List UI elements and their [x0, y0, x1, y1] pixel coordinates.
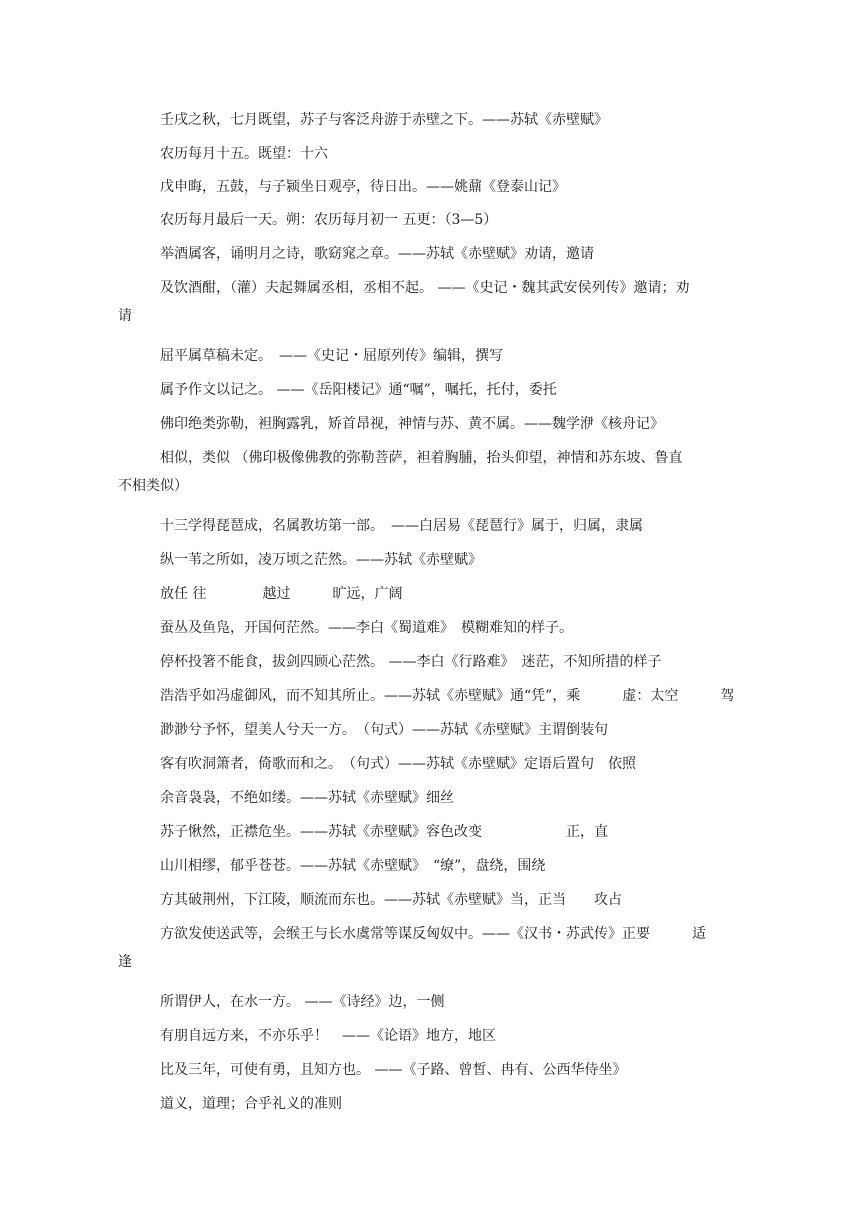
- text-segment: 依照: [608, 756, 636, 772]
- text-line: 十三学得琵琶成，名属教坊第一部。 ——白居易《琵琶行》属于，归属，隶属: [160, 518, 643, 534]
- text-segment: 旷远，广阔: [332, 586, 403, 602]
- text-line: 及饮酒酣，（灌）夫起舞属丞相，丞相不起。 ——《史记・魏其武安侯列传》邀请；劝: [160, 280, 690, 296]
- text-line: 余音袅袅，不绝如缕。——苏轼《赤壁赋》细丝: [160, 790, 454, 806]
- text-segment: 虚：太空: [622, 688, 679, 704]
- text-line: 纵一苇之所如，凌万顷之茫然。——苏轼《赤壁赋》: [160, 552, 482, 568]
- text-line-continuation: 不相类似）: [118, 478, 188, 494]
- text-line: 相似，类似 （佛印极像佛教的弥勒菩萨，袒着胸脯，抬头仰望，神情和苏东坡、鲁直: [160, 450, 683, 466]
- text-line: 有朋自远方来，不亦乐乎！ ——《论语》地方，地区: [160, 1028, 496, 1044]
- text-segment: 正，直: [566, 824, 608, 840]
- text-line: 比及三年，可使有勇，且知方也。 ——《子路、曾皙、冉有、公西华侍坐》: [160, 1062, 627, 1078]
- text-line: 屈平属草稿未定。 ——《史记・屈原列传》编辑，撰写: [160, 348, 503, 364]
- text-line: [160, 924, 706, 944]
- text-line: [160, 822, 608, 842]
- text-segment: 攻占: [594, 892, 622, 908]
- text-line: 戊申晦，五鼓，与子颍坐日观亭，待日出。——姚鼐《登泰山记》: [160, 179, 566, 195]
- text-line: [160, 584, 402, 604]
- text-line: 道义，道理；合乎礼义的准则: [160, 1096, 342, 1112]
- text-line: 属予作文以记之。 ——《岳阳楼记》通“嘱”，嘱托，托付，委托: [160, 382, 557, 398]
- text-line: 壬戌之秋，七月既望，苏子与客泛舟游于赤壁之下。——苏轼《赤壁赋》: [160, 112, 608, 128]
- text-line: 渺渺兮予怀，望美人兮天一方。 （句式）——苏轼《赤壁赋》主谓倒装句: [160, 722, 608, 738]
- text-segment: 放任 往: [160, 586, 207, 602]
- text-line-continuation: 请: [118, 308, 132, 324]
- text-line: 农历每月最后一天。朔：农历每月初一 五更：（3—5）: [160, 212, 498, 228]
- text-segment: 驾: [720, 688, 735, 704]
- text-line: 农历每月十五。既望：十六: [160, 146, 328, 162]
- text-line-continuation: 逢: [118, 954, 132, 970]
- text-segment: 苏子愀然，正襟危坐。——苏轼《赤壁赋》容色改变: [160, 824, 482, 840]
- text-line: [160, 890, 622, 910]
- text-line: 举酒属客，诵明月之诗，歌窈窕之章。——苏轼《赤壁赋》劝请，邀请: [160, 246, 594, 262]
- text-line: 蚕丛及鱼凫，开国何茫然。——李白《蜀道难》 模糊难知的样子。: [160, 620, 573, 636]
- text-line: 停杯投箸不能食，拔剑四顾心茫然。 ——李白《行路难》 迷茫，不知所措的样子: [160, 654, 662, 670]
- text-segment: 浩浩乎如冯虚御风，而不知其所止。——苏轼《赤壁赋》通“凭”，乘: [160, 688, 581, 704]
- text-segment: 客有吹洞箫者，倚歌而和之。 （句式）——苏轼《赤壁赋》定语后置句: [160, 756, 594, 772]
- text-line: 山川相缪，郁乎苍苍。——苏轼《赤壁赋》 “缭”，盘绕，围绕: [160, 858, 546, 874]
- text-line: [160, 686, 734, 706]
- text-segment: 方欲发使送武等，会缑王与长水虞常等谋反匈奴中。——《汉书・苏武传》正要: [160, 926, 650, 942]
- text-line: 佛印绝类弥勒，袒胸露乳，矫首昂视，神情与苏、黄不属。——魏学洢《核舟记》: [160, 416, 664, 432]
- text-line: 所谓伊人，在水一方。 ——《诗经》边，一侧: [160, 994, 445, 1010]
- text-segment: 适: [692, 926, 706, 942]
- text-segment: 方其破荆州，下江陵，顺流而东也。——苏轼《赤壁赋》当，正当: [160, 892, 566, 908]
- text-line: [160, 754, 636, 774]
- text-segment: 越过: [262, 586, 291, 602]
